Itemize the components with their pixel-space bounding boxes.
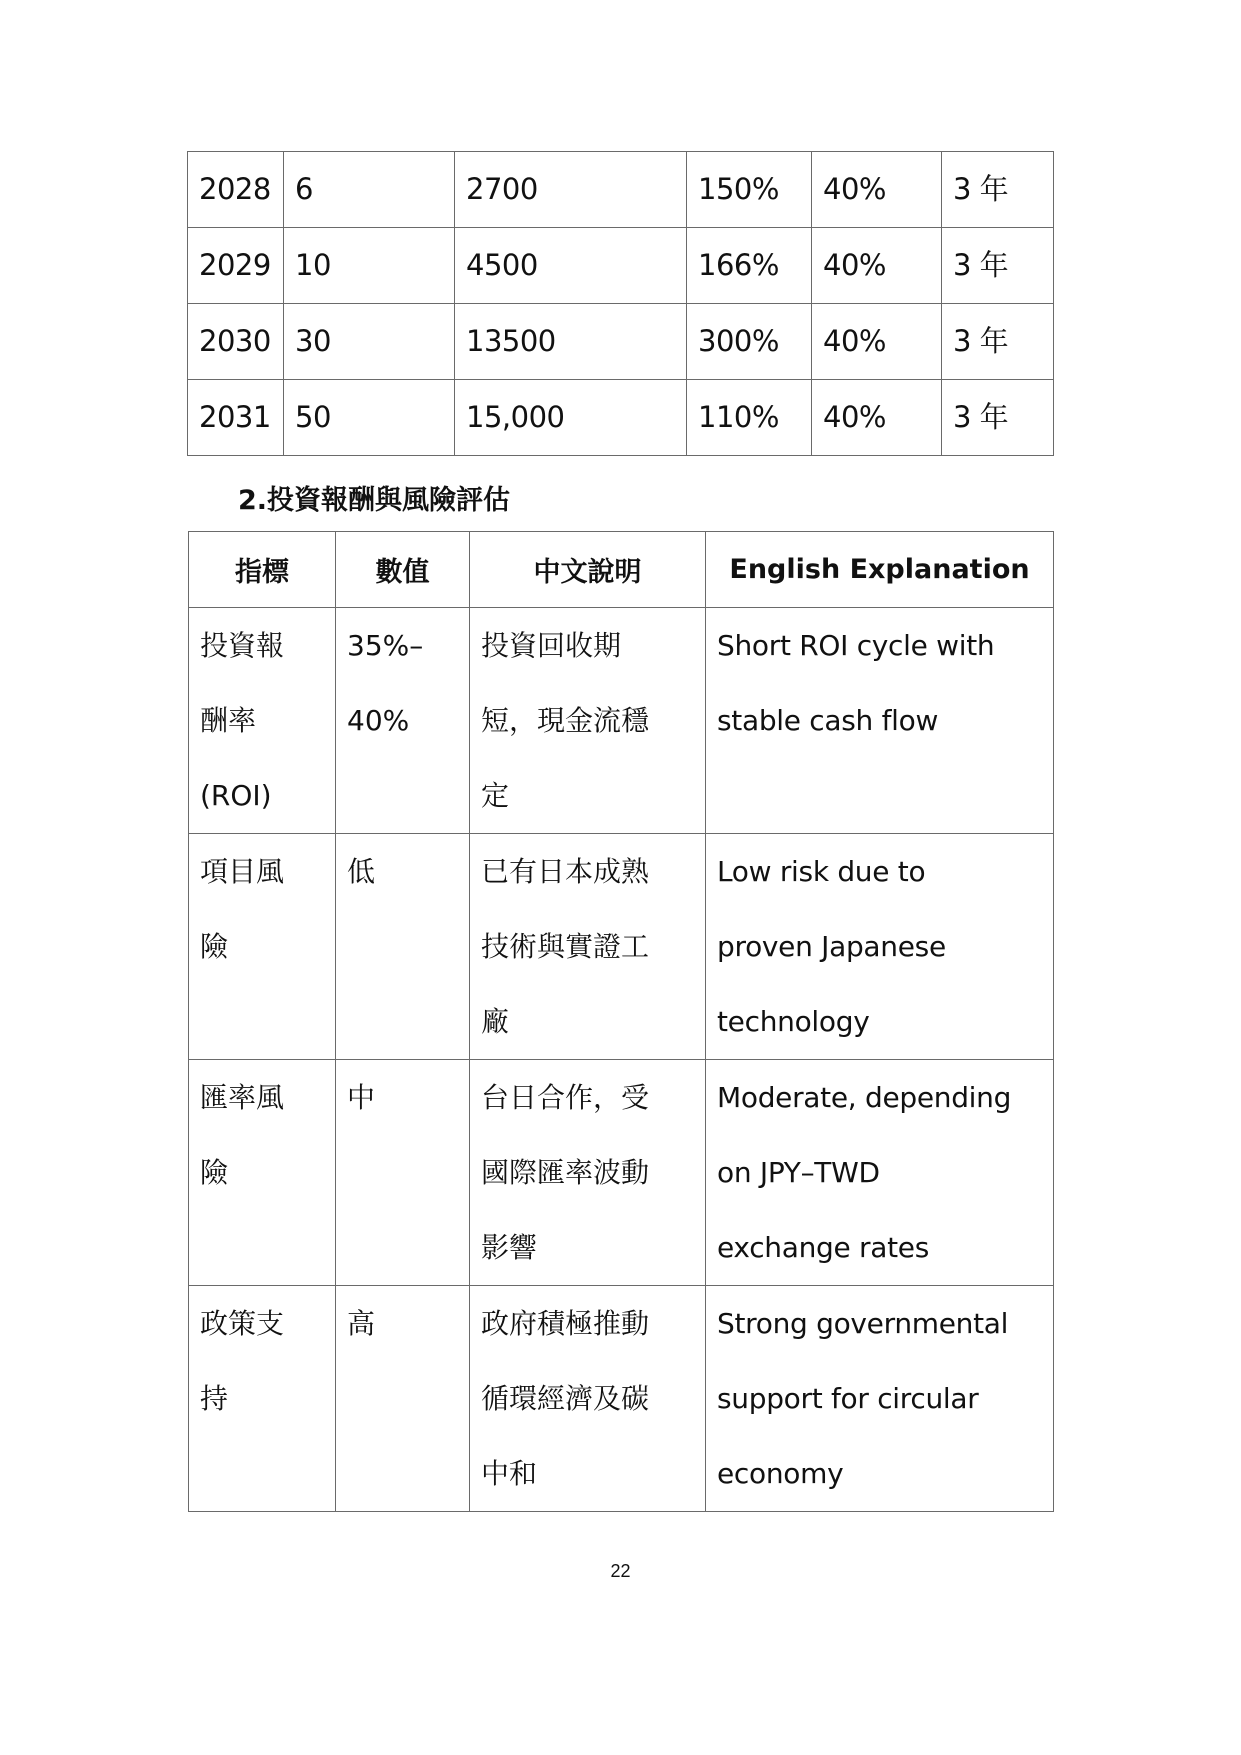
cell-text-line: 匯率風 <box>200 1081 285 1114</box>
units-cell: 6 <box>284 152 455 228</box>
cell-text-line: 短，現金流穩 <box>481 704 650 737</box>
value-cell <box>336 834 470 1060</box>
capacity-projection-table <box>187 151 1054 456</box>
indicator-cell <box>189 1286 336 1512</box>
cell-text-line: 險 <box>200 930 229 963</box>
table-row <box>188 304 1054 380</box>
payback-cell: 3 年 <box>942 228 1054 304</box>
english-explanation-cell <box>706 608 1054 834</box>
growth-cell: 166% <box>687 228 812 304</box>
cell-text-line: 國際匯率波動 <box>481 1156 650 1189</box>
table-row <box>189 834 1054 1060</box>
cell-text-line: 中和 <box>481 1457 538 1490</box>
cell-text-line: 技術與實證工 <box>481 930 650 963</box>
units-cell: 30 <box>284 304 455 380</box>
roi-cell: 40% <box>812 152 942 228</box>
value-cell <box>336 1060 470 1286</box>
cell-text-line: technology <box>717 1005 870 1038</box>
growth-cell: 150% <box>687 152 812 228</box>
cell-text-line: 循環經濟及碳 <box>481 1382 650 1415</box>
roi-risk-table <box>188 531 1054 1512</box>
header-value: 數值 <box>336 532 470 608</box>
header-indicator: 指標 <box>189 532 336 608</box>
cell-text-line: 35%– <box>347 629 424 662</box>
chinese-explanation-cell <box>470 1060 706 1286</box>
cell-text-line: proven Japanese <box>717 930 946 963</box>
cell-text-line: 政策支 <box>200 1307 285 1340</box>
payback-cell: 3 年 <box>942 304 1054 380</box>
cell-text-line: Short ROI cycle with <box>717 629 995 662</box>
cell-text-line: 投資報 <box>200 629 285 662</box>
cell-text-line: exchange rates <box>717 1231 930 1264</box>
header-chinese-explanation: 中文說明 <box>470 532 706 608</box>
table-row <box>188 380 1054 456</box>
cell-text-line: Low risk due to <box>717 855 926 888</box>
year-cell: 2031 <box>188 380 284 456</box>
table-row <box>188 152 1054 228</box>
cell-text-line: Strong governmental <box>717 1307 1009 1340</box>
english-explanation-cell <box>706 1286 1054 1512</box>
cell-text-line: 影響 <box>481 1231 538 1264</box>
roi-cell: 40% <box>812 380 942 456</box>
table-header-row <box>189 532 1054 608</box>
units-cell: 50 <box>284 380 455 456</box>
cell-text-line: stable cash flow <box>717 704 939 737</box>
chinese-explanation-cell <box>470 834 706 1060</box>
cell-text-line: 政府積極推動 <box>481 1307 650 1340</box>
amount-cell: 2700 <box>455 152 687 228</box>
english-explanation-cell <box>706 834 1054 1060</box>
cell-text-line: 定 <box>481 779 510 812</box>
growth-cell: 110% <box>687 380 812 456</box>
page-number: 22 <box>610 1561 631 1581</box>
table-row <box>189 608 1054 834</box>
cell-text-line: on JPY–TWD <box>717 1156 880 1189</box>
table-row <box>189 1286 1054 1512</box>
table-row <box>188 228 1054 304</box>
roi-cell: 40% <box>812 228 942 304</box>
cell-text-line: 低 <box>347 855 376 888</box>
indicator-cell <box>189 834 336 1060</box>
cell-text-line: 酬率 <box>200 704 257 737</box>
payback-cell: 3 年 <box>942 152 1054 228</box>
cell-text-line: 台日合作，受 <box>481 1081 650 1114</box>
amount-cell: 13500 <box>455 304 687 380</box>
roi-cell: 40% <box>812 304 942 380</box>
year-cell: 2029 <box>188 228 284 304</box>
chinese-explanation-cell <box>470 608 706 834</box>
cell-text-line: 持 <box>200 1382 229 1415</box>
cell-text-line: economy <box>717 1457 844 1490</box>
cell-text-line: 險 <box>200 1156 229 1189</box>
cell-text-line: 項目風 <box>200 855 285 888</box>
cell-text-line: 高 <box>347 1307 376 1340</box>
cell-text-line: 廠 <box>481 1005 510 1038</box>
value-cell <box>336 608 470 834</box>
amount-cell: 15,000 <box>455 380 687 456</box>
amount-cell: 4500 <box>455 228 687 304</box>
chinese-explanation-cell <box>470 1286 706 1512</box>
payback-cell: 3 年 <box>942 380 1054 456</box>
cell-text-line: 40% <box>347 704 410 737</box>
cell-text-line: 中 <box>347 1081 376 1114</box>
header-english-explanation: English Explanation <box>706 532 1054 608</box>
growth-cell: 300% <box>687 304 812 380</box>
year-cell: 2028 <box>188 152 284 228</box>
cell-text-line: Moderate, depending <box>717 1081 1012 1114</box>
indicator-cell <box>189 1060 336 1286</box>
year-cell: 2030 <box>188 304 284 380</box>
units-cell: 10 <box>284 228 455 304</box>
cell-text-line: 已有日本成熟 <box>481 855 650 888</box>
cell-text-line: 投資回收期 <box>481 629 622 662</box>
cell-text-line: support for circular <box>717 1382 979 1415</box>
section-heading: 2.投資報酬與風險評估 <box>238 485 511 516</box>
cell-text-line: (ROI) <box>200 779 272 812</box>
table-row <box>189 1060 1054 1286</box>
english-explanation-cell <box>706 1060 1054 1286</box>
indicator-cell <box>189 608 336 834</box>
value-cell <box>336 1286 470 1512</box>
